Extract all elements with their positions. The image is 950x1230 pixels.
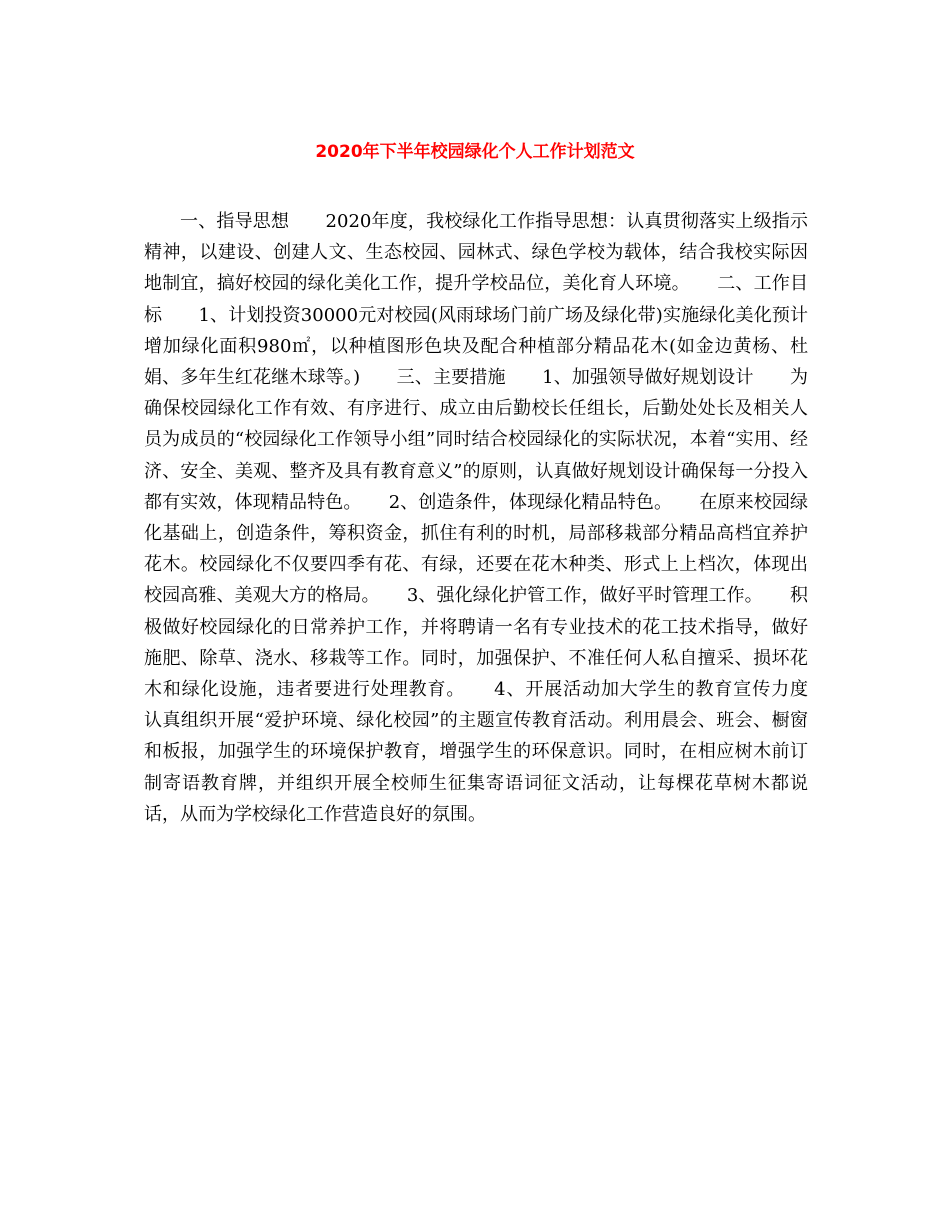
document-body (144, 206, 844, 830)
body-paragraph: 一、指导思想 2020年度，我校绿化工作指导思想：认真贯彻落实上级指示精神，以建设、创建人文、生态校园、园林式、绿色学校为载体，结合我校实际因地制宜，搞好校园的绿化美化工作，提升学校品位，美化育人环境。 二、工作目标 1、计划投资30000元对校园(风雨球场门前广场及绿化带)实施绿化美化预计增加绿化面积980㎡，以种植图形色块及配合种植部分精品花木(如金边黄杨、杜娟、多年生红花继木球等。) 三、主要措施 1、加强领导做好规划设计 为确保校园绿化工作有效、有序进行、成立由后勤校长任组长，后勤处处长及相关人员为成员的“校园绿化工作领导小组”同时结合校园绿化的实际状况，本着“实用、经济、安全、美观、整齐及具有教育意义”的原则，认真做好规划设计确保每一分投入都有实效，体现精品特色。 2、创造条件，体现绿化精品特色。 在原来校园绿化基础上，创造条件，筹积资金，抓住有利的时机，局部移栽部分精品高档宜养护花木。校园绿化不仅要四季有花、有绿，还要在花木种类、形式上上档次，体现出校园高雅、美观大方的格局。 3、强化绿化护管工作，做好平时管理工作。 积极做好校园绿化的日常养护工作，并将聘请一名有专业技术的花工技术指导，做好施肥、除草、浇水、移栽等工作。同时，加强保护、不准任何人私自擅采、损坏花木和绿化设施，违者要进行处理教育。 4、开展活动加大学生的教育宣传力度 认真组织开展“爱护环境、绿化校园”的主题宣传教育活动。利用晨会、班会、橱窗和板报，加强学生的环境保护教育，增强学生的环保意识。同时，在相应树木前订制寄语教育牌，并组织开展全校师生征集寄语词征文活动，让每棵花草树木都说话，从而为学校绿化工作营造良好的氛围。 (144, 211, 844, 825)
document-title: 2020年下半年校园绿化个人工作计划范文 (315, 142, 635, 162)
